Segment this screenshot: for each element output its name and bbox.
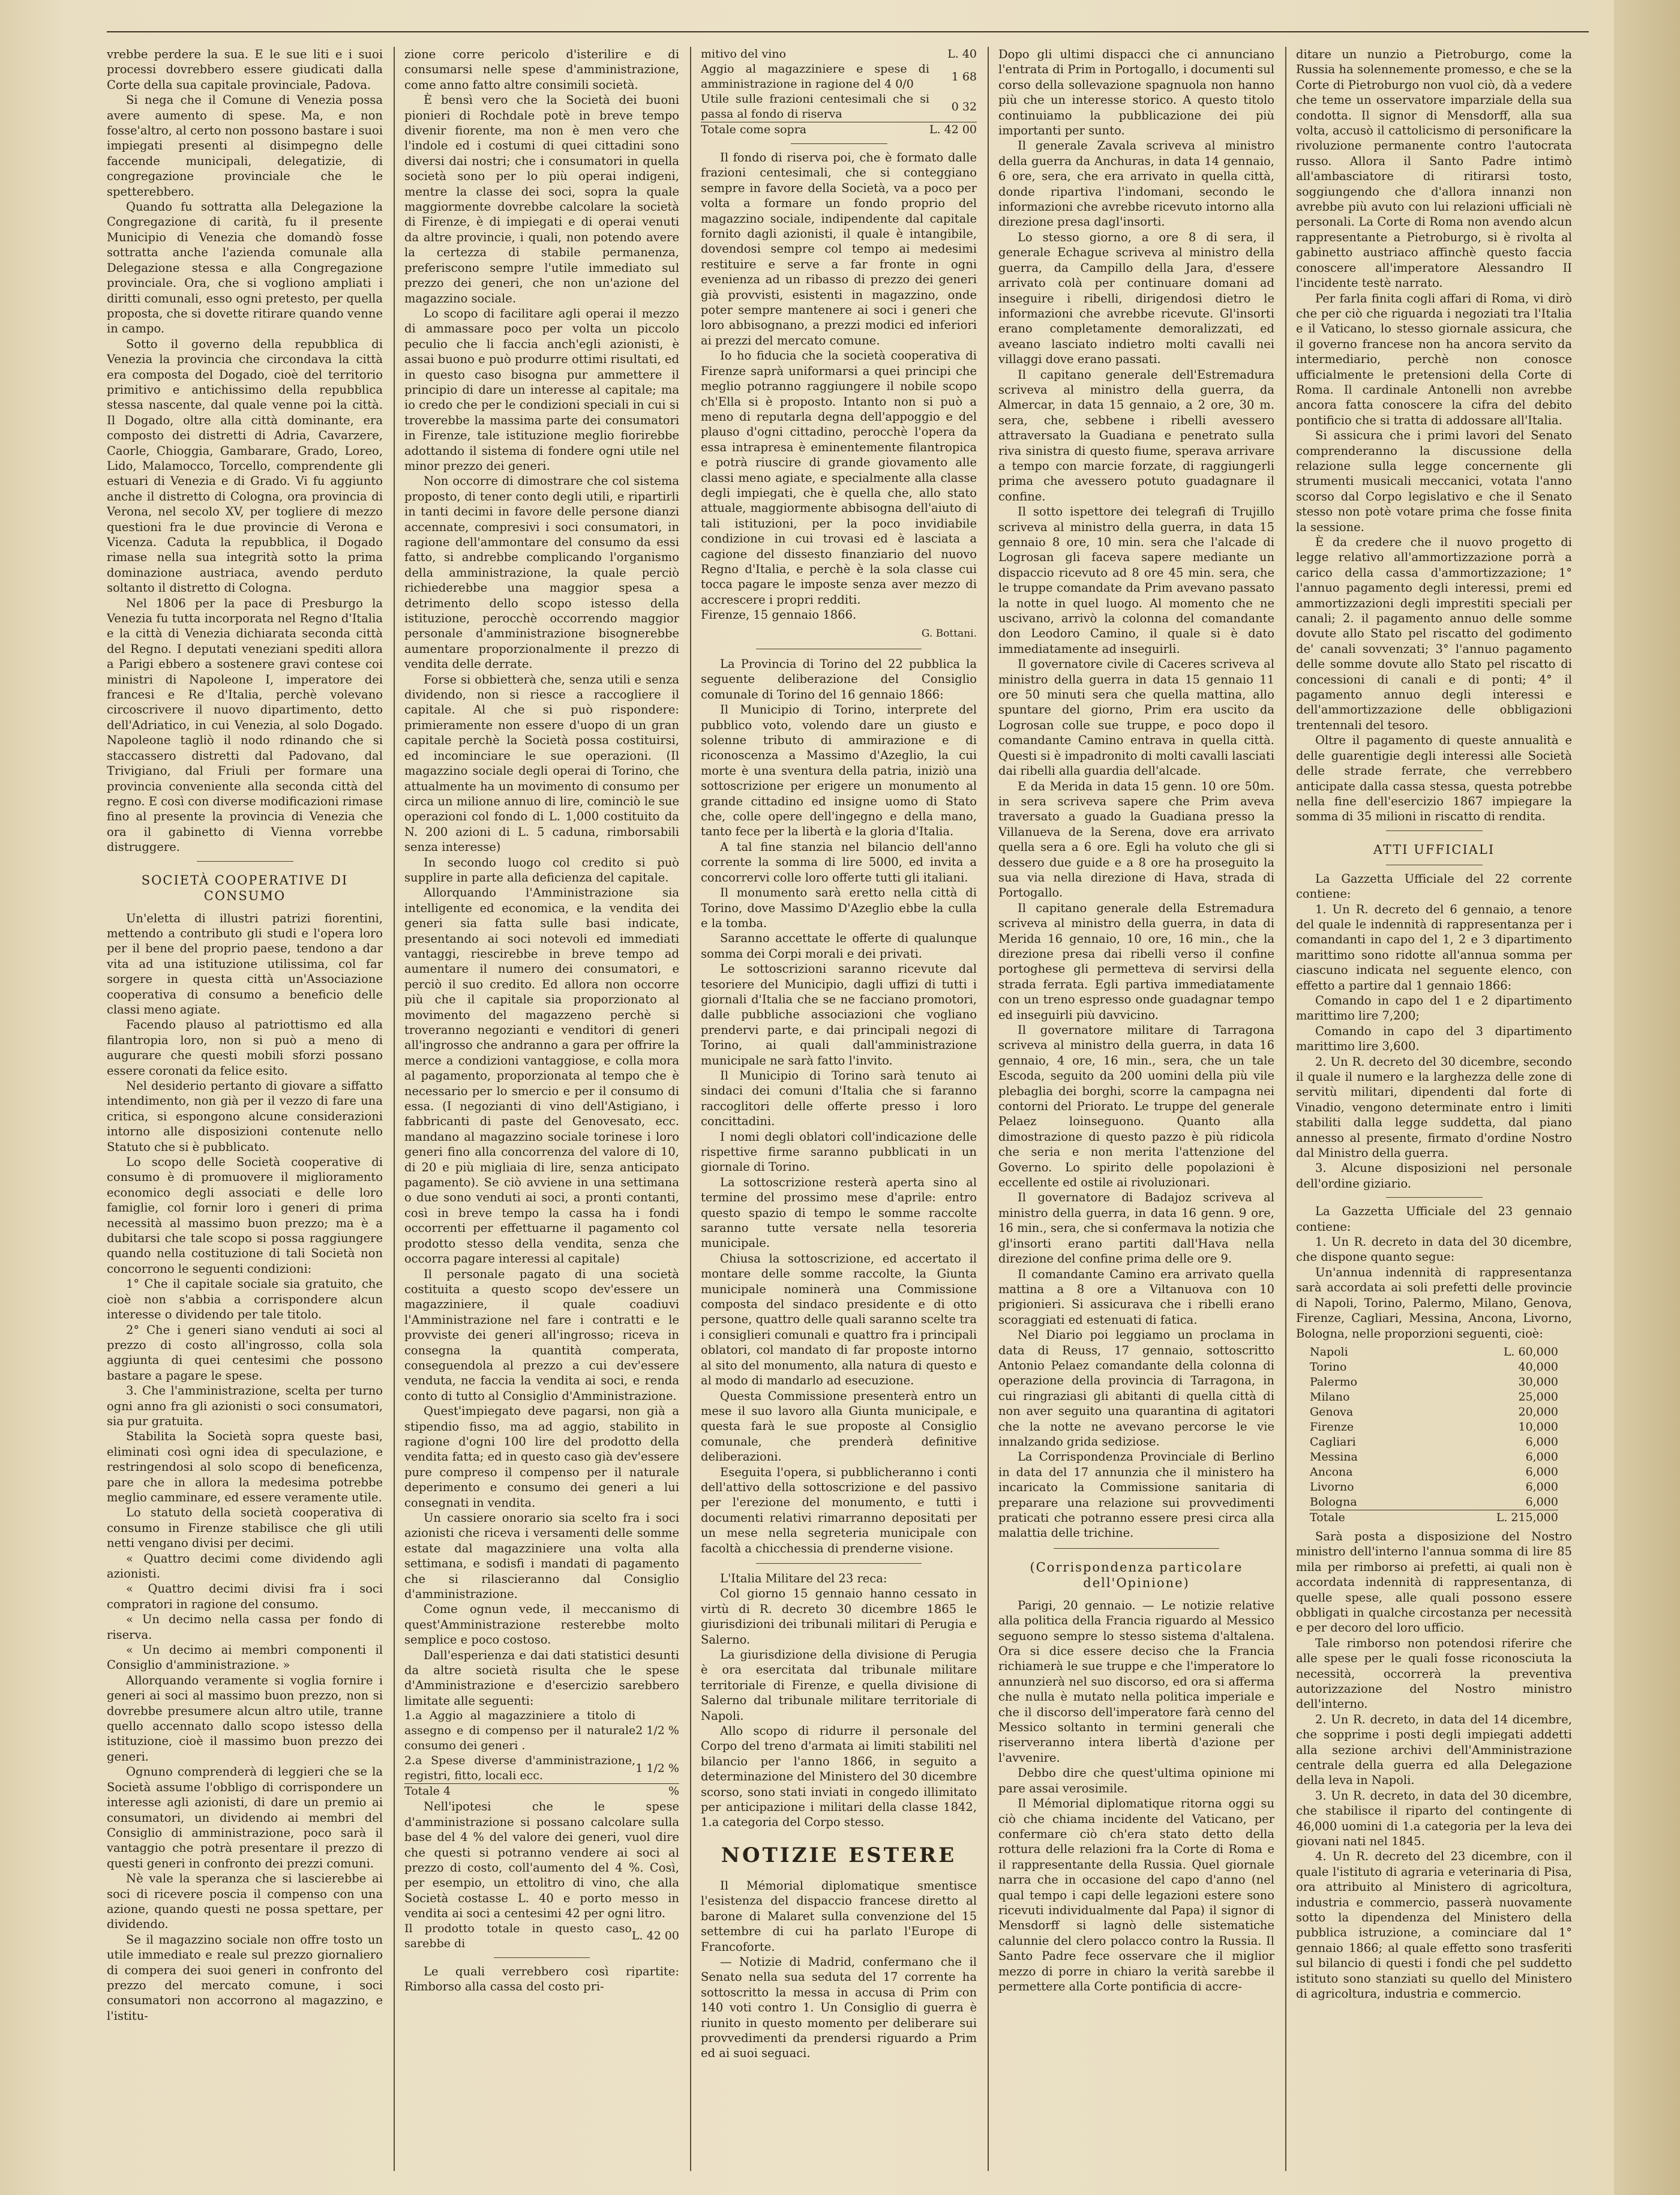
row-value: L. 60,000 bbox=[1503, 1345, 1558, 1359]
paragraph: I nomi degli oblatori coll'indicazione delle rispettive firme saranno pubblicati in un giornale di Torino. bbox=[701, 1129, 977, 1174]
paragraph: — Notizie di Madrid, confermano che il Senato nella sua seduta del 17 corrente ha sottoscritto la messa in accusa di Prim con 140 voti contro 1. Un Consiglio di guerra è riunito in questo momento per deliberare sui provvedimenti da prendersi riguardo a Prim ed ai suoi seguaci. bbox=[701, 1954, 977, 2061]
paragraph: Stabilita la Società sopra queste basi, eliminati così ogni idea di speculazione, e restringendosi al solo scopo di beneficenza, pare che in allora la medesima potrebbe meglio camminare, ed essere veramente utile. bbox=[107, 1429, 383, 1504]
paragraph: Saranno accettate le offerte di qualunque somma dei Corpi morali e dei privati. bbox=[701, 931, 977, 961]
separator bbox=[197, 861, 293, 862]
paragraph: Lo stesso giorno, a ore 8 di sera, il generale Echague scriveva al ministro della guerra, da Campillo della Jara, d'essere arrivato colà per continuare domani ad inseguire i ribelli, dirigendosi dietro le informazioni che avrebbe ricevute. Gl'insorti erano completamente demoralizzati, ed aveano lasciato indietro molti cavalli nei villaggi dove erano passati. bbox=[998, 230, 1274, 367]
paragraph: Nell'ipotesi che le spese d'amministrazione si possano calcolare sulla base del 4 % del valore dei generi, vuol dire che questi si potranno vendere ai soci al prezzo di costo, coll'aumento del 4 %. Così, per esempio, un ettolitro di vino, che alla Società costasse L. 40 e porto messo in vendita ai soci a centesimi 42 per ogni litro. bbox=[404, 1800, 679, 1921]
row-label: Firenze bbox=[1310, 1420, 1354, 1434]
paragraph: 2° Che i generi siano venduti ai soci al prezzo di costo all'ingrosso, colla sola aggiunta di quei centesimi che possono bastare a pagare le spese. bbox=[107, 1323, 383, 1383]
product-table bbox=[404, 1921, 679, 1951]
paragraph: Il monumento sarà eretto nella città di Torino, dove Massimo D'Azeglio ebbe la culla e la tomba. bbox=[701, 886, 977, 930]
paragraph: Se il magazzino sociale non offre tosto un utile immediato e reale sul prezzo giornaliero di compera dei suoi generi in confronto del prezzo del mercato comune, i soci consumatori non accorrono al magazzino, e l'istitu- bbox=[107, 1932, 383, 2023]
separator bbox=[494, 1957, 590, 1958]
paragraph: La giurisdizione della divisione di Perugia è ora esercitata dal tribunale militare territoriale di Firenze, e quella divisione di Salerno dal tribunale militare territoriale di Napoli. bbox=[701, 1648, 977, 1723]
row-value: 0 32 bbox=[951, 100, 977, 113]
paragraph: Le quali verrebbero così ripartite: Rimborso alla cassa del costo pri- bbox=[404, 1964, 679, 1993]
row-label: Bologna bbox=[1310, 1495, 1357, 1509]
row-label: 1.a Aggio al magazziniere a titolo di assegno e di compenso per il naturale consumo dei generi . bbox=[404, 1709, 636, 1753]
paragraph: 1. Un R. decreto del 6 gennaio, a tenore del quale le indennità di rappresentanza per i comandanti in capo del 1, 2 e 3 dipartimento marittimo sono ridotte all'annua somma per ciascuno indicata nel seguente elenco, con effetto a partire dal 1 gennaio 1866: bbox=[1296, 902, 1572, 992]
row-value: L. 215,000 bbox=[1496, 1510, 1558, 1524]
paragraph: ditare un nunzio a Pietroburgo, come la Russia ha solennemente promesso, e che se la Corte di Pietroburgo non vuol ciò, dà a vedere che teme un osservatore imparziale della sua condotta. Il signor di Mensdorff, alla sua volta, accusò il cattolicismo di personificare la rivoluzione permanente contro l'autocrata russo. Allora il Santo Padre intimò all'ambasciatore di ritirarsi tosto, soggiungendo che d'allora innanzi non avrebbe più avuto con lui relazioni ufficiali nè personali. La Corte di Roma non avendo alcun rappresentante a Pietroburgo, si è rivolta al gabinetto austriaco affinchè questo faccia conoscere all'imperatore Alessandro II l'incidente testè narrato. bbox=[1296, 47, 1572, 290]
column-5 bbox=[1296, 47, 1572, 2177]
row-value: % bbox=[668, 1785, 679, 1798]
paragraph: Il Mémorial diplomatique smentisce l'esistenza del dispaccio francese diretto al barone di Malaret sulla convenzione del 15 settembre di cui ha parlato l'Europe di Francoforte. bbox=[701, 1878, 977, 1954]
paragraph: Come ognun vede, il meccanismo di quest'Amministrazione resterebbe molto semplice e poco costoso. bbox=[404, 1602, 679, 1647]
table-row bbox=[1310, 1360, 1558, 1375]
table-row bbox=[404, 1753, 679, 1784]
column-rule bbox=[394, 47, 395, 2171]
row-label: Totale bbox=[1310, 1510, 1345, 1524]
paragraph: Dopo gli ultimi dispacci che ci annunciano l'entrata di Prim in Portogallo, i documenti sul corso della sollevazione spagnuola non hanno più che un interesse storico. A questo titolo continuiamo la pubblicazione dei più importanti per sunto. bbox=[998, 47, 1274, 138]
paragraph: Si nega che il Comune di Venezia possa avere aumento di spese. Ma, e non fosse'altro, al certo non possono bastare i suoi impiegati presenti al disimpegno delle faccende municipali, delegatizie, di congregazione provinciale che le spetterebbero. bbox=[107, 93, 383, 199]
row-label: Totale come sopra bbox=[701, 123, 807, 136]
paragraph: A tal fine stanzia nel bilancio dell'anno corrente la somma di lire 5000, ed invita a concorrervi colle loro offerte tutti gli italiani. bbox=[701, 839, 977, 884]
paragraph: Comando in capo del 1 e 2 dipartimento marittimo lire 7,200; bbox=[1296, 993, 1572, 1023]
column-rule bbox=[690, 47, 691, 2171]
section-heading: ATTI UFFICIALI bbox=[1373, 842, 1495, 857]
row-label: Palermo bbox=[1310, 1375, 1358, 1389]
table-row bbox=[1310, 1450, 1558, 1465]
row-label: Napoli bbox=[1310, 1345, 1348, 1359]
table-row bbox=[701, 122, 977, 138]
paragraph: Oltre il pagamento di queste annualità e delle guarentigie degli interessi alle Società delle strade ferrate, che verrebbero anticipate dalla cassa stessa, questa potrebbe nella fine dell'esercizio 1867 impiegare la somma di 35 milioni in riscatto di rendita. bbox=[1296, 733, 1572, 824]
table-row bbox=[1310, 1465, 1558, 1480]
paragraph: Si assicura che i primi lavori del Senato comprenderanno la discussione della relazione sulla legge concernente gli strumenti musicali meccanici, votata l'anno scorso dal Corpo legislativo e che il Senato stesso non potè votare prima che fosse finita la sessione. bbox=[1296, 428, 1572, 534]
paragraph: La Gazzetta Ufficiale del 23 gennaio contiene: bbox=[1296, 1204, 1572, 1234]
paragraph: Il Mémorial diplomatique ritorna oggi su ciò che chiama incidente del Vaticano, per confermare ciò ch'era stato detto della rottura delle relazioni fra la Corte di Roma e il rappresentante della Russia. Quel giornale narra che in occasione del capo d'anno (nel qual tempo i capi delle legazioni estere sono ricevuti individualmente dal Papa) il signor di Mensdorff si lagnò delle sistematiche calunnie del clero polacco contro la Russia. Il Santo Padre fece osservare che il miglior mezzo di porre in chiaro la verità sarebbe il permettere alla Corte pontificia di accre- bbox=[998, 1797, 1274, 1993]
paragraph: Un'eletta di illustri patrizi fiorentini, mettendo a contributo gli studi e l'opera loro per il bene del proprio paese, tendono a dar vita ad una istituzione utilissima, col far sorgere in questa città un'Associazione cooperativa di consumo a beneficio delle classi meno agiate. bbox=[107, 911, 383, 1016]
separator bbox=[1386, 1197, 1483, 1198]
paragraph: Il governatore militare di Tarragona scriveva al ministro della guerra, in data 16 gennaio, 4 ore, 16 min., sera, che un tale Escoda, seguito da 200 uomini della più vile plebaglia dei borghi, scorre la campagna nei contorni del Priorato. Le truppe del generale Pelaez loinseguono. Quanto alla dimostrazione di questo pazzo è più ridicola che seria e non merita l'attenzione del Governo. Lo spirito delle popolazioni è eccellente ed ostile ai rivoluzionari. bbox=[998, 1023, 1274, 1190]
table-row bbox=[1310, 1375, 1558, 1390]
paragraph: Col giorno 15 gennaio hanno cessato in virtù di R. decreto 30 dicembre 1865 le giurisdizioni dei tribunali militari di Perugia e Salerno. bbox=[701, 1587, 977, 1647]
paragraph: « Quattro decimi divisi fra i soci compratori in ragione del consumo. bbox=[107, 1582, 383, 1611]
row-value: L. 40 bbox=[947, 47, 977, 61]
table-row bbox=[1310, 1420, 1558, 1435]
row-value: 1 1/2 % bbox=[635, 1761, 679, 1775]
top-rule bbox=[107, 31, 1589, 32]
table-row bbox=[1310, 1390, 1558, 1405]
paragraph: 1. Un R. decreto in data del 30 dicembre, che dispone quanto segue: bbox=[1296, 1235, 1572, 1264]
table-row bbox=[701, 47, 977, 62]
paragraph: Allo scopo di ridurre il personale del Corpo del treno d'armata ai limiti stabiliti nel bilancio per l'anno 1866, in seguito a determinazione del Ministero del 30 dicembre scorso, sono stati inviati in congedo illimitato per anticipazione i militari della classe 1842, 1.a categoria del Corpo stesso. bbox=[701, 1724, 977, 1830]
paragraph: Tale rimborso non potendosi riferire che alle spese per le quali fosse riconosciuta la necessità, occorrerà la preventiva autorizzazione del Nostro ministro dell'interno. bbox=[1296, 1636, 1572, 1711]
paragraph: 1° Che il capitale sociale sia gratuito, che cioè non s'abbia a corrispondere alcun interesse o dividendo per tale titolo. bbox=[107, 1277, 383, 1322]
column-rule bbox=[1285, 47, 1286, 2171]
row-label: Milano bbox=[1310, 1390, 1350, 1404]
paragraph: E da Merida in data 15 genn. 10 ore 50m. in sera scriveva sapere che Prim aveva traversato a guado la Guadiana presso la Villanueva de la Serena, dove era arrivato quella sera a 6 ore. Egli ha voluto che gli si dessero due guide e a 8 ore ha proseguito la sua via nella direzione di Hava, strada di Portogallo. bbox=[998, 779, 1274, 900]
column-1 bbox=[107, 47, 383, 2177]
row-value: 6,000 bbox=[1525, 1450, 1558, 1464]
paragraph: vrebbe perdere la sua. E le sue liti e i suoi processi dovrebbero essere giudicati dalla Corte della sua capitale provinciale, Padova. bbox=[107, 47, 383, 92]
table-row bbox=[404, 1921, 679, 1951]
paragraph: 4. Un R. decreto del 23 dicembre, con il quale l'istituto di agraria e veterinaria di Pisa, ora attribuito al Ministero di agricoltura, industria e commercio, passerà nuovamente sotto la dipendenza del Ministero della pubblica istruzione, a cominciare dal 1° gennaio 1866; al quale effetto sono trasferiti sul bilancio di questi i fondi che pel suddetto istituto sono stanziati su quello del Ministero di agricoltura, industria e commercio. bbox=[1296, 1849, 1572, 2001]
paragraph: Un'annua indennità di rappresentanza sarà accordata ai soli prefetti delle provincie di Napoli, Torino, Palermo, Milano, Genova, Firenze, Cagliari, Messina, Ancona, Livorno, Bologna, nelle proporzioni seguenti, cioè: bbox=[1296, 1265, 1572, 1341]
table-row bbox=[1310, 1510, 1558, 1525]
paragraph: La Provincia di Torino del 22 pubblica la seguente deliberazione del Consiglio comunale di Torino del 16 gennaio 1866: bbox=[701, 657, 977, 701]
paragraph: « Quattro decimi come dividendo agli azionisti. bbox=[107, 1551, 383, 1581]
row-label: Genova bbox=[1310, 1405, 1354, 1419]
paragraph: 3. Alcune disposizioni nel personale dell'ordine giziario. bbox=[1296, 1161, 1572, 1191]
table-row bbox=[701, 92, 977, 122]
row-label: Utile sulle frazioni centesimali che si passa al fondo di riserva bbox=[701, 92, 929, 121]
column-rule bbox=[988, 47, 989, 2171]
columns bbox=[107, 47, 1589, 2183]
row-label: 2.a Spese diverse d'amministrazione, registri, fitto, locali ecc. bbox=[404, 1754, 636, 1783]
row-value: 1 68 bbox=[951, 70, 977, 83]
paragraph: La Corrispondenza Provinciale di Berlino in data del 17 annunzia che il ministero ha incaricato la Commissione sanitaria di preparare una relazione sui provvedimenti praticati che potranno essere presi circa alla malattia delle trichine. bbox=[998, 1450, 1274, 1540]
column-3 bbox=[701, 47, 977, 2177]
row-value: 30,000 bbox=[1518, 1375, 1558, 1389]
row-value: 6,000 bbox=[1525, 1495, 1558, 1509]
paragraph: Il fondo di riserva poi, che è formato dalle frazioni centesimali, che si conteggiano sempre in favore della Società, va a poco per volta a formare un fondo proprio del magazzino sociale, indipendente dal capitale fornito dagli azionisti, il quale è intangibile, dovendosi sempre col tempo ai medesimi restituire e serve a far fronte in ogni evenienza ad un ribasso di prezzo dei generi già provvisti, esistenti in magazzino, onde poter sempre mantenere ai soci i generi che loro abbisognano, a prezzi modici ed inferiori ai prezzi del mercato comune. bbox=[701, 151, 977, 347]
table-row bbox=[701, 62, 977, 92]
paragraph: L'Italia Militare del 23 reca: bbox=[720, 1571, 887, 1585]
section-heading: NOTIZIE ESTERE bbox=[721, 1843, 957, 1867]
paragraph: Quando fu sottratta alla Delegazione la Congregazione di carità, fu il presente Municipio di Venezia che domandò fosse sottratta anche l'azienda comunale alla Delegazione stessa e alla Congregazione provinciale. Ora, che si vogliono ampliati i diritti comunali, esso ogni pretesto, per quella proposta, che si dovette ritirare quando venne in campo. bbox=[107, 200, 383, 336]
paragraph: Il sotto ispettore dei telegrafi di Trujillo scriveva al ministro della guerra, in data 15 gennaio 8 ore, 10 min. sera che l'alcade di Logrosan gli faceva sapere mediante un dispaccio ricevuto ad 8 ore 45 min. sera, che le truppe comandate da Prim avevano passato la notte in quel luogo. Al momento che ne uscivano, arrivò la colonna del comandante don Leodoro Camino, il quale si è dato immediatamente ad inseguirli. bbox=[998, 505, 1274, 656]
paragraph: Quest'impiegato deve pagarsi, non già a stipendio fisso, ma ad aggio, stabilito in ragione d'ogni 100 lire del prodotto della vendita fatta; ed in questo caso già dev'essere pure compreso il compenso per il naturale deperimento e consumo dei generi a lui consegnati in vendita. bbox=[404, 1404, 679, 1510]
paragraph: Forse si obbietterà che, senza utili e senza dividendo, non si riesce a raccogliere il capitale. Al che si può rispondere: primieramente non essere d'uopo di un gran capitale perchè la Società possa costituirsi, ed incominciare le sue operazioni. (Il magazzino sociale degli operai di Torino, che attualmente ha un movimento di consumo per circa un milione annuo di lire, cominciò le sue operazioni col fondo di L. 1,000 costituito da N. 200 azioni di L. 5 caduna, rimborsabili senza interesse) bbox=[404, 672, 679, 854]
row-label: Livorno bbox=[1310, 1480, 1354, 1494]
paragraph: Le sottoscrizioni saranno ricevute dal tesoriere del Municipio, dagli uffizi di tutti i giornali d'Italia che se ne facciano promotori, dalle pubbliche associazioni che vogliano prendervi parte, e dai principali negozi di Torino, ai quali dall'amministrazione municipale ne sarà fatto l'invito. bbox=[701, 962, 977, 1067]
paragraph: Nel desiderio pertanto di giovare a siffatto intendimento, non già per il vezzo di fare una critica, si espongono alcune considerazioni intorno alle disposizioni contenute nello Statuto che si è pubblicato. bbox=[107, 1079, 383, 1154]
paragraph: Questa Commissione presenterà entro un mese il suo lavoro alla Giunta municipale, e questa farà le sue proposte al Consiglio comunale, che prenderà definitive deliberazioni. bbox=[701, 1389, 977, 1464]
column-2 bbox=[404, 47, 679, 2177]
paragraph: Dall'esperienza e dai dati statistici desunti da altre società risulta che le spese d'Amministrazione e d'esercizio sarebbero limitate alle seguenti: bbox=[404, 1648, 679, 1708]
row-value: 10,000 bbox=[1518, 1420, 1558, 1434]
paragraph: 3. Un R. decreto, in data del 30 dicembre, che stabilisce il riparto del contingente di 46,000 uomini di 1.a categoria per la leva dei giovani nati nel 1845. bbox=[1296, 1788, 1572, 1849]
row-label: Totale 4 bbox=[404, 1785, 451, 1798]
paragraph: Il Municipio di Torino sarà tenuto ai sindaci dei comuni d'Italia che si faranno raccoglitori delle offerte presso i loro concittadini. bbox=[701, 1068, 977, 1129]
paragraph: zione corre pericolo d'isterilire e di consumarsi nelle spese d'amministrazione, come anno fatto altre consimili società. bbox=[404, 47, 679, 92]
paragraph: Parigi, 20 gennaio. — Le notizie relative alla politica della Francia riguardo al Messico seguono sempre lo stesso sistema d'altalena. Ora si dice essere deciso che la Francia richiamerà le sue truppe e che l'imperatore lo annunzierà nel suo discorso, ed ora si afferma che nulla è mutato nella politica imperiale e che il discorso dell'imperatore farà cenno del Messico soltanto in termini generali che riserveranno intera libertà d'azione per l'avvenire. bbox=[998, 1598, 1274, 1765]
paragraph: 3. Che l'amministrazione, scelta per turno ogni anno fra gli azionisti o soci consumatori, sia pur gratuita. bbox=[107, 1384, 383, 1428]
row-label: Cagliari bbox=[1310, 1435, 1356, 1449]
paragraph: La Gazzetta Ufficiale del 22 corrente contiene: bbox=[1296, 871, 1572, 901]
row-value: 20,000 bbox=[1518, 1405, 1558, 1419]
paragraph: 2. Un R. decreto, in data del 14 dicembre, che sopprime i posti degli impiegati addetti alla sezione archivi dell'Amministrazione centrale della guerra ed alla Delegazione della leva in Napoli. bbox=[1296, 1712, 1572, 1788]
row-value: 25,000 bbox=[1518, 1390, 1558, 1404]
separator bbox=[1386, 830, 1483, 831]
row-value: 6,000 bbox=[1525, 1435, 1558, 1449]
paragraph: Chiusa la sottoscrizione, ed accertato il montare delle somme raccolte, la Giunta municipale nominerà una Commissione composta del sindaco presidente e di otto persone, quattro delle quali saranno scelte tra i consiglieri comunali e quattro fra i principali oblatori, col mandato di far proposte intorno al sito del monumento, alla natura di questo e al modo di mandarlo ad esecuzione. bbox=[701, 1251, 977, 1388]
row-label: Torino bbox=[1310, 1360, 1347, 1374]
paragraph: Sarà posta a disposizione del Nostro ministro dell'interno l'annua somma di lire 85 mila per rimborso ai prefetti, ai quali non è accordata indennità di rappresentanza, di quelle spese, alle quali possono essere obbligati in qualche circostanza per necessità e per decoro del loro ufficio. bbox=[1296, 1529, 1572, 1635]
paragraph: Nè vale la speranza che si lascierebbe ai soci di ricevere poscia il compenso con una azione, quando questi ne possa spettare, per dividendo. bbox=[107, 1872, 383, 1932]
paragraph: Allorquando veramente si voglia fornire i generi ai soci al massimo buon prezzo, non si dovrebbe presumere alcun altro utile, tranne quello accennato dallo scopo istesso della istituzione, cioè il massimo buon prezzo dei generi. bbox=[107, 1673, 383, 1764]
separator bbox=[791, 143, 887, 144]
paragraph: Il governatore di Badajoz scriveva al ministro della guerra, in data 16 genn. 9 ore, 16 min., sera, che si confermava la notizia che gl'insorti erano partiti dall'Hava nella direzione del confine prima delle ore 9. bbox=[998, 1191, 1274, 1266]
paragraph: Non occorre di dimostrare che col sistema proposto, di tener conto degli utili, e ripartirli in tanti decimi in favore delle persone dianzi accennate, compresivi i soci consumatori, in ragione dell'ammontare del consumo da essi fatto, si andrebbe complicando l'organismo della amministrazione, la quale perciò richiederebbe una maggior spesa a detrimento dello scopo istesso della istituzione, perocchè occorrendo maggior personale d'amministrazione bisognerebbe aumentare proporzionalmente il prezzo di vendita delle derrate. bbox=[404, 474, 679, 671]
table-row bbox=[1310, 1495, 1558, 1510]
table-row bbox=[1310, 1405, 1558, 1420]
row-label: Messina bbox=[1310, 1450, 1358, 1464]
row-value: L. 42 00 bbox=[929, 123, 977, 136]
paragraph: 2. Un R. decreto del 30 dicembre, secondo il quale il numero e la larghezza delle zone di servitù militari, dipendenti dal forte di Vinadio, vengono determinate entro i limiti stabiliti dalla legge suddetta, dal piano annesso al presente, firmato d'ordine Nostro dal Ministro della guerra. bbox=[1296, 1054, 1572, 1161]
paragraph: Lo statuto della società cooperativa di consumo in Firenze stabilisce che gli utili netti vengano divisi per decimi. bbox=[107, 1506, 383, 1551]
paragraph: Allorquando l'Amministrazione sia intelligente ed economica, e la vendita dei generi sia fatta sulle basi indicate, presentando ai soci notevoli ed immediati vantaggi, riescirebbe in breve tempo ad aumentare il numero dei consumatori, e perciò il suo credito. Ed allora non occorre più che il capitale sia proporzionato al movimento del magazzeno perchè si troveranno negozianti e venditori di generi all'ingrosso che andranno a gara per offrire la merce a condizioni vantaggiose, e colla mora al pagamento, proporzionata al tempo che è necessario per lo smercio e per il consumo di essa. (I negozianti di vino dell'Astigiano, i fabbricanti di paste del Genovesato, ecc. mandano al magazzino sociale torinese i loro generi fino alla concorrenza del valore di 10, di 20 e più migliaia di lire, senza anticipato pagamento). Se ciò avviene in una settimana o due sono venduti ai soci, a pronti contanti, così in breve tempo la cassa ha i fondi occorrenti per effettuarne il pagamento col prodotto stesso della vendita, senza che occorra pagare interessi al capitale) bbox=[404, 886, 679, 1266]
table-row bbox=[1310, 1345, 1558, 1360]
row-label: Ancona bbox=[1310, 1465, 1353, 1479]
row-value: 6,000 bbox=[1525, 1465, 1558, 1479]
paragraph: Nel Diario poi leggiamo un proclama in data di Reuss, 17 gennaio, sottoscritto Antonio Pelaez comandante della colonna di operazione della provincia di Tarragona, in cui ringraziasi gli abitanti di quella città di non aver seguito una quarantina di agitatori che la notte ne avevano percorse le vie innalzando grida sediziose. bbox=[998, 1328, 1274, 1449]
separator bbox=[1054, 1548, 1219, 1549]
row-value: 2 1/2 % bbox=[635, 1724, 679, 1738]
paragraph: Nel 1806 per la pace di Presburgo la Venezia fu tutta incorporata nel Regno d'Italia e la città di Venezia dichiarata seconda città del Regno. I deputati veneziani spediti allora a Parigi ebbero a sostenere gravi contese coi ministri di Napoleone I, imperatore dei francesi e Re d'Italia, perchè volevano circoscrivere il nuovo dipartimento, detto dell'Adriatico, in cui Venezia, al solo Dogado. Napoleone tagliò il nodo rdinando che si staccassero distretti dal Padovano, dal Trivigiano, dal Friuli per formare una provincia conveniente alla seconda città del regno. E così con diverse modificazioni rimase fino al presente la provincia di Venezia che ora il gabinetto di Vienna vorrebbe distruggere. bbox=[107, 596, 383, 854]
paragraph: Ognuno comprenderà di leggieri che se la Società assume l'obbligo di corrispondere un interesse agli azionisti, di dare un premio ai consumatori, un dividendo ai membri del Consiglio di amministrazione, poco sarà il vantaggio che potrà presentare il prezzo di questi generi in confronto dei prezzi comuni. bbox=[107, 1765, 383, 1870]
table-row bbox=[1310, 1435, 1558, 1450]
paragraph: Il personale pagato di una società costituita a questo scopo dev'essere un magazziniere, il quale coadiuvi l'Amministrazione nel fare i contratti e le provviste dei generi all'ingrosso; riceva in consegna la quantità comperata, conseguendola al prezzo a cui dev'essere venduta, ne faccia la vendita ai soci, e renda conto di tutto al Consiglio d'Amministrazione. bbox=[404, 1267, 679, 1403]
paragraph: Lo scopo delle Società cooperative di consumo è di promuovere il miglioramento economico degli associati e delle loro famiglie, col fornir loro i generi di prima necessità al massimo buon prezzo; ma è a dubitarsi che tale scopo si possa raggiungere quando nella costituzione di tali Società non concorrono le seguenti condizioni: bbox=[107, 1155, 383, 1276]
row-value: 40,000 bbox=[1518, 1360, 1558, 1374]
column-4 bbox=[998, 47, 1274, 2177]
table-row bbox=[404, 1708, 679, 1753]
row-value: L. 42 00 bbox=[631, 1929, 679, 1943]
paragraph: Io ho fiducia che la società cooperativa di Firenze saprà uniformarsi a quei principi che meglio potranno raggiungere il nobile scopo ch'Ella si è proposto. Intanto non si può a meno di reputarla degna dell'appoggio e del plauso d'ogni cittadino, perocchè l'opera da essa intrapresa è eminentemente filantropica e potrà riuscire di grande giovamento alle classi meno agiate, e specialmente alla classe degli impiegati, che è quella che, allo stato attuale, maggiormente abbisogna dell'aiuto di tali istituzioni, per la poco invidiabile condizione in cui trovasi ed è lasciata a cagione del dissesto finanziario del nuovo Regno d'Italia, e perchè è la sola classe cui tocca pagare le imposte senza aver mezzo di accrescere i propri redditi. bbox=[701, 349, 977, 607]
paragraph: Sotto il governo della repubblica di Venezia la provincia che circondava la città era composta del Dogado, cioè del territorio primitivo e antichissimo della repubblica stessa nascente, dal quale venne poi la città. Il Dogado, oltre alla città dominante, era composto dei distretti di Adria, Cavarzere, Caorle, Chioggia, Gambarare, Grado, Loreo, Lido, Malamocco, Torcello, comprendente gli estuari di Venezia e di Grado. Vi fu aggiunto anche il distretto di Cologna, ora provincia di Verona, nel secolo XV, per togliere di mezzo questioni fra le due provincie di Verona e Vicenza. Caduta la repubblica, il Dogado rimase nella sua integrità sotto la prima dominazione austriaca, avendo perduto soltanto il distretto di Cologna. bbox=[107, 337, 383, 595]
table-row bbox=[1310, 1480, 1558, 1495]
paragraph: Il capitano generale dell'Estremadura scriveva al ministro della guerra, da Almercar, in data 15 gennaio, a 2 ore, 30 m. sera, che, sebbene i ribelli avessero attraversato la Guadiana e penetrato sulla riva sinistra di questo fiume, sperava arrivare a tempo con marcie forzate, di raggiungerli prima che avessero potuto guadagnare il confine. bbox=[998, 367, 1274, 503]
table-row bbox=[404, 1784, 679, 1800]
prefect-allowance-table bbox=[1310, 1345, 1558, 1525]
signature: G. Bottani. bbox=[921, 627, 977, 640]
paragraph: Facendo plauso al patriottismo ed alla filantropia loro, non si può a meno di augurare che questi mobili sforzi possano essere coronati da felice esito. bbox=[107, 1018, 383, 1078]
paragraph: Il comandante Camino era arrivato quella mattina a 8 ore a Viltanuova con 10 prigionieri. Si assicurava che i ribelli erano scoraggiati ed estenuati di fatica. bbox=[998, 1267, 1274, 1327]
separator bbox=[756, 1563, 922, 1564]
paragraph: Per farla finita cogli affari di Roma, vi dirò che per ciò che riguarda i negoziati tra l'Italia e il Vaticano, lo stesso giornale assicura, che il governo francese non ha ancora servito da intermediario, perchè non conosce ufficialmente le pretensioni della Corte di Roma. Il cardinale Antonelli non avrebbe ancora fatta conoscere la cifra del debito pontificio che si tratta di addossare all'Italia. bbox=[1296, 291, 1572, 427]
paragraph: Il governatore civile di Caceres scriveva al ministro della guerra in data 15 gennaio 11 ore 50 minuti sera che quella mattina, allo spuntare del giorno, Prim era uscito da Logrosan colle sue truppe, e poco dopo il comandante Camino entrava in quella città. Questi si è impadronito di molti cavalli lasciati dai ribelli alla guardia dell'alcade. bbox=[998, 657, 1274, 778]
row-value: 6,000 bbox=[1525, 1480, 1558, 1494]
paragraph: Comando in capo del 3 dipartimento marittimo lire 3,600. bbox=[1296, 1024, 1572, 1054]
distribution-table bbox=[701, 47, 977, 137]
dateline: Firenze, 15 gennaio 1866. bbox=[701, 608, 857, 622]
paragraph: « Un decimo ai membri componenti il Consiglio d'amministrazione. » bbox=[107, 1643, 383, 1672]
paragraph: In secondo luogo col credito si può supplire in parte alla deficienza del capitale. bbox=[404, 855, 679, 884]
paragraph: Il Municipio di Torino, interprete del pubblico voto, volendo dare un giusto e solenne tributo di ammirazione e di riconoscenza a Massimo d'Azeglio, la cui morte è una sventura della patria, iniziò una sottoscrizione per erigere un monumento al grande cittadino ed insigne uomo di Stato che, colle opere dell'ingegno e della mano, tanto fece per la libertà e la gloria d'Italia. bbox=[701, 703, 977, 839]
row-label: Il prodotto totale in questo caso sarebbe di bbox=[404, 1921, 632, 1950]
paragraph: La sottoscrizione resterà aperta sino al termine del prossimo mese d'aprile: entro questo spazio di tempo le somme raccolte saranno tutte versate nella tesoreria municipale. bbox=[701, 1175, 977, 1251]
paragraph: Un cassiere onorario sia scelto fra i soci azionisti che riceva i versamenti delle somme estate dal magazziniere una volta alla settimana, e sodisfi i mandati di pagamento che si rilascieranno dal Consiglio d'amministrazione. bbox=[404, 1511, 679, 1602]
paragraph: « Un decimo nella cassa per fondo di riserva. bbox=[107, 1612, 383, 1642]
paragraph: Il capitano generale della Estremadura scriveva al ministro della guerra, in data di Merida 16 gennaio, 10 ore, 16 min., che la direzione presa dai ribelli verso il confine portoghese gli permetteva di servirsi della strada ferrata. Egli partiva immediatamente con un treno espresso onde guadagnar tempo ed inseguirli più davvicino. bbox=[998, 901, 1274, 1022]
correspondence-heading: (Corrispondenza particolare dell'Opinione) bbox=[1030, 1560, 1243, 1590]
paragraph: Il generale Zavala scriveva al ministro della guerra da Anchuras, in data 14 gennaio, 6 ore, sera, che era arrivato in quella città, donde ripartiva l'indomani, secondo le informazioni che avrebbe ricevuto intorno alla direzione presa dagl'insorti. bbox=[998, 139, 1274, 229]
row-label: Aggio al magazziniere e spese di amministrazione in ragione del 4 0/0 bbox=[701, 62, 929, 91]
paragraph: Lo scopo di facilitare agli operai il mezzo di ammassare poco per volta un piccolo peculio che li faccia anch'egli azionisti, è assai buono e può produrre ottimi risultati, ed in questo caso bisogna pur ammettere il principio di dare un interesse al capitale; ma io credo che per le condizioni speciali in cui si troverebbe la massima parte dei consumatori in Firenze, tale istituzione meglio fiorirebbe adottando il sistema di fondere ogni utile nel minor prezzo dei generi. bbox=[404, 306, 679, 473]
row-label: mitivo del vino bbox=[701, 47, 787, 61]
expense-table bbox=[404, 1708, 679, 1799]
paragraph: Eseguita l'opera, si pubblicheranno i conti dell'attivo della sottoscrizione e del passivo per l'erezione del monumento, e tutti i documenti relativi rimarranno depositati per un mese nella segreteria municipale con facoltà a chicchessia di prenderne visione. bbox=[701, 1465, 977, 1555]
paragraph: È bensì vero che la Società dei buoni pionieri di Rochdale potè in breve tempo divenir fiorente, ma non è men vero che l'indole ed i costumi di quei cittadini sono diversi dai nostri; che i consumatori in quella società sono per lo più operai indigeni, mentre la classe dei soci, sopra la quale maggiormente dovrebbe calcolare la società di Firenze, è di impiegati e di operai venuti da altre provincie, i quali, non potendo avere la certezza di stabile permanenza, preferiscono sempre l'utile immediato sul prezzo dei generi, che non un'azione del magazzino sociale. bbox=[404, 93, 679, 305]
paragraph: Debbo dire che quest'ultima opinione mi pare assai verosimile. bbox=[998, 1766, 1274, 1795]
section-heading: SOCIETÀ COOPERATIVE DI CONSUMO bbox=[141, 872, 349, 903]
paragraph: È da credere che il nuovo progetto di legge relativo all'ammortizzazione porrà a carico della cassa d'ammortizzazione; 1° l'annuo pagamento degli interessi, premi ed ammortizzazioni degli imprestiti speciali per canali; 2. il pagamento annuo delle somme dovute allo Stato pel riscatto del godimento de' canali sovvenzati; 3° l'annuo pagamento delle somme dovute allo Stato pel riscatto di concessioni di canali e di ponti; 4° il pagamento annuo degli interessi e dell'ammortizzazione delle obbligazioni trentennali del tesoro. bbox=[1296, 535, 1572, 732]
binding-edge bbox=[1614, 0, 1680, 2195]
